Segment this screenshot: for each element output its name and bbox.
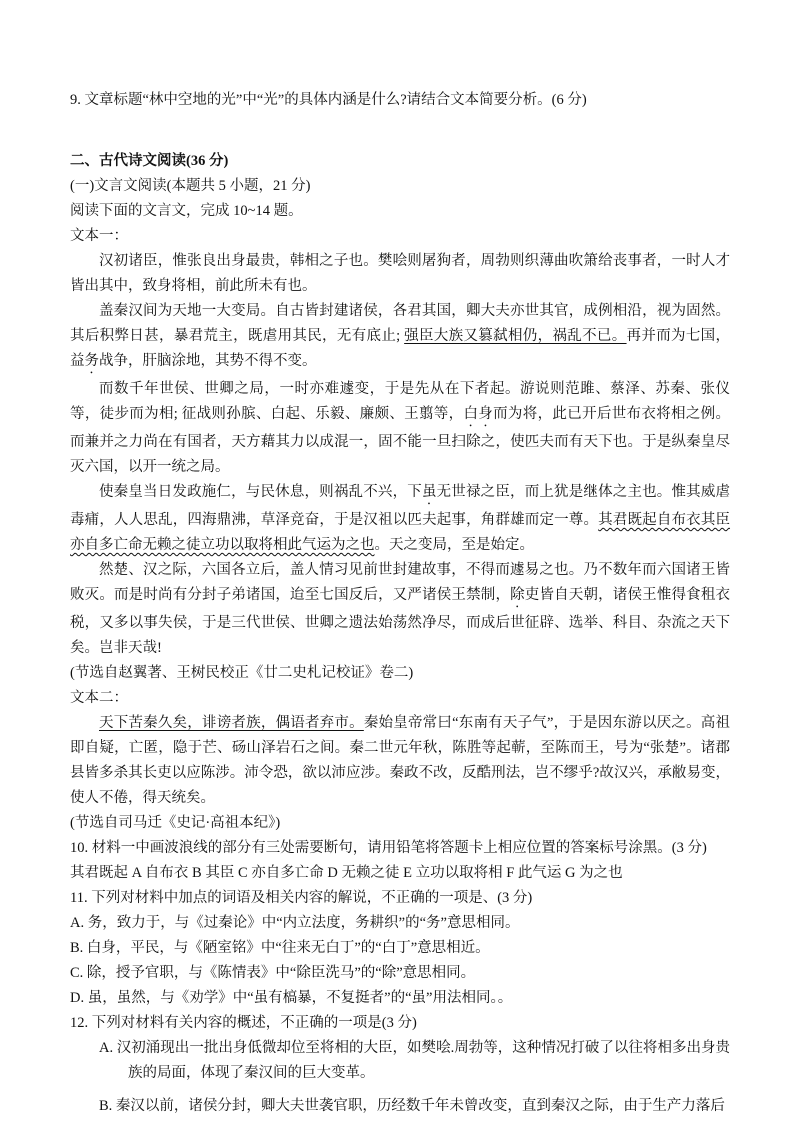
text-run: 其君既起 A 自布衣 B 其臣 C 亦自多亡命 D 无赖之徒 E 立功以取将相 F 此气运 G 为之也 [70,865,623,881]
source-citation-one [70,661,730,686]
text-run: 秦始皇帝常曰“东南有天子气”，于是因东游以厌之。高祖即自疑，亡匿，隐于芒、砀山泽岩石之间。秦二世元年秋，陈胜等起蕲，至陈而王，号为“张楚”。诸郡县皆多杀其长吏以应陈涉。沛令恐，欲以沛应涉。秦政不改，反酷刑法，岂不缪乎?故汉兴，承敝易变，使人不倦，得天统矣。 [70,715,731,806]
text-run: (节选自司马迁《史记·高祖本纪》) [70,815,281,831]
text-one-paragraph-3 [70,377,730,480]
subsection-heading [70,174,730,199]
text-run: 。天之变局，至是始定。 [374,537,534,553]
text-one-paragraph-2 [70,299,730,377]
text-run: A. 务，致力于，与《过秦论》中“内立法度，务耕织”的“务”意思相同。 [70,915,520,931]
emphasis-dotted-word: 白身 [463,406,494,422]
source-citation-two [70,811,730,836]
text-run: 战争，肝脑涂地，其势不得不变。 [99,353,317,369]
text-run: 而为将，此已开后世布衣将相之例。而兼并之力尚在有国者，天方藉其力以成混一，固不能一旦扫除之，使匹夫而有天下也。于是纵秦皇尽灭六国，以开一统之局。 [70,406,730,475]
text-one-label [70,224,730,249]
text-run: 10. 材料一中画波浪线的部分有三处需要断句，请用铅笔将答题卡上相应位置的答案标号涂黑。(3 分) [70,840,707,856]
text-two-paragraph-1 [70,711,730,811]
question-12 [70,1011,730,1036]
text-run: (一)文言文阅读(本题共 5 小题，21 分) [70,178,311,194]
document-page [70,88,730,1119]
text-run: B. 白身，平民，与《陋室铭》中“往来无白丁”的“白丁”意思相近。 [70,940,490,956]
question-10-sentence [70,861,730,886]
option-12-b [70,1094,730,1119]
option-11-a [70,911,730,936]
underlined-text: 强臣大族又篡弑相仍，祸乱不已。 [404,328,627,344]
text-run: 再并而为七国，益 [70,328,731,369]
question-9 [70,88,730,113]
text-run: C. 除，授予官职，与《陈情表》中“除臣洗马”的“除”意思相同。 [70,965,476,981]
spacer [70,1086,730,1094]
text-run: 无世禄之臣，而上犹是继体之主也。惟其威虐毒痡，人人思乱，四海鼎沸，草泽竞奋，于是汉祖以匹夫起事，角群雄而定一尊。 [70,484,731,528]
text-one-paragraph-4 [70,480,730,558]
text-one-paragraph-1 [70,249,730,299]
text-run: 汉初诸臣，惟张良出身最贵，韩相之子也。樊哙则屠狗者，周勃则织薄曲吹箫给丧事者，一时人才皆出其中，致身将相，前此所未有也。 [70,253,730,294]
reading-instruction [70,199,730,224]
wavy-underlined-text: 其君既起自布衣其臣亦自多亡命无赖之徒立功以取将相此气运为之也 [70,512,731,553]
underlined-text: 天下苦秦久矣，诽谤者族，偶语者弃市。 [99,715,364,731]
option-11-b [70,936,730,961]
option-11-d [70,986,730,1011]
text-run: 二、古代诗文阅读(36 分) [70,153,229,169]
text-two-label [70,686,730,711]
text-run: B. 秦汉以前，诸侯分封，卿大夫世袭官职，历经数千年未曾改变，直到秦汉之际，由于生产力落后 [99,1098,725,1114]
emphasis-dotted-word: 务 [84,353,99,369]
question-11 [70,886,730,911]
text-run: 11. 下列对材料中加点的词语及相关内容的解说，不正确的一项是、(3 分) [70,890,533,906]
question-10 [70,836,730,861]
text-run: 12. 下列对材料有关内容的概述，不正确的一项是(3 分) [70,1015,417,1031]
text-run: 使秦皇当日发政施仁，与民休息，则祸乱不兴，下 [99,484,422,500]
text-run: 然楚、汉之际，六国各立后，盖人情习见前世封建故事，不得而遽易之也。乃不数年而六国诸王皆败灭。而是时尚有分封子弟诸国，迨至七国反后，又严诸侯王禁制， [70,562,730,603]
text-run: 吏皆自天朝，诸侯王惟得食租衣税，又多以事失侯，于是三代世侯、世卿之遗法始荡然净尽，而成后世征辟、选举、科目、杂流之天下矣。岂非天哉! [70,587,731,656]
text-run: A. 汉初涌现出一批出身低微却位至将相的大臣，如樊哙.周勃等，这种情况打破了以往将相多出身贵族的局面，体现了秦汉间的巨大变革。 [99,1040,730,1081]
text-run: 文本一： [70,228,128,244]
emphasis-dotted-word: 虽 [421,484,437,500]
option-11-c [70,961,730,986]
text-run: 文本二： [70,690,128,706]
option-12-a [70,1036,730,1086]
text-run: (节选自赵翼著、王树民校正《廿二史札记校证》卷二) [70,665,414,681]
text-run: 9. 文章标题“林中空地的光”中“光”的具体内涵是什么?请结合文本简要分析。(6 分) [70,92,587,108]
emphasis-dotted-word: 除 [510,587,525,603]
text-run: 而数千年世侯、世卿之局，一时亦难遽变，于是先从在下者起。游说则范雎、蔡泽、苏秦、张仪等，徒步而为相; 征战则孙膑、白起、乐毅、廉颇、王翦等， [70,381,730,422]
text-run: D. 虽，虽然，与《劝学》中“虽有槁暴，不复挺者”的“虽”用法相同。。 [70,990,513,1006]
section-heading [70,149,730,174]
text-run: 盖秦汉间为天地一大变局。自古皆封建诸侯，各君其国，卿大夫亦世其官，成例相沿，视为固然。其后积弊日甚，暴君荒主，既虐用其民，无有底止; [70,303,730,344]
spacer [70,113,730,149]
text-run: 阅读下面的文言文，完成 10~14 题。 [70,203,303,219]
text-one-paragraph-5 [70,558,730,661]
